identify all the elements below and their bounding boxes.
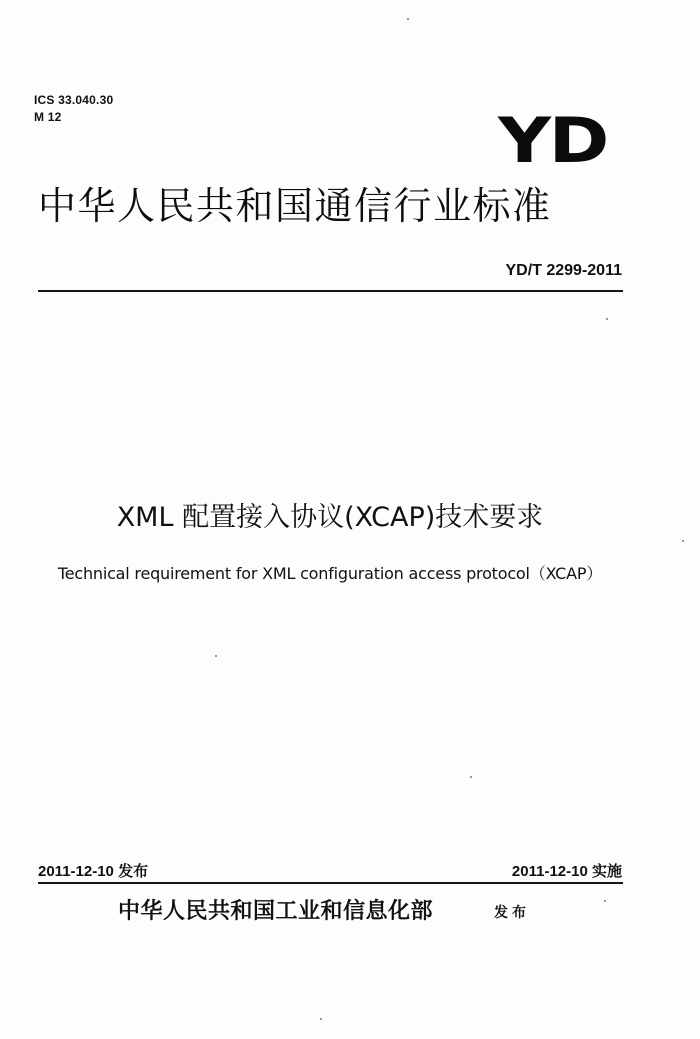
yd-logo: YD [498,104,608,177]
standard-number: YD/T 2299-2011 [505,262,622,279]
category-code: M 12 [34,110,62,124]
scan-speck [682,540,684,542]
document-title-chinese: XML 配置接入协议(XCAP)技术要求 [116,502,544,533]
ics-code: ICS 33.040.30 [34,93,114,107]
scan-speck [606,318,608,320]
scan-speck [215,655,217,657]
scan-speck [604,900,606,902]
issue-date: 2011-12-10 发布 [38,863,149,880]
classification-codes [34,92,113,126]
publisher-name: 中华人民共和国工业和信息化部 [118,898,434,924]
industry-standard-title: 中华人民共和国通信行业标准 [38,184,552,228]
scan-speck [470,776,472,778]
implementation-date: 2011-12-10 实施 [511,863,622,880]
scan-speck [407,18,409,20]
footer-divider [38,882,623,884]
scan-speck [320,1018,322,1020]
document-title-english: Technical requirement for XML configuration access protocol（XCAP） [57,564,603,583]
publish-label: 发布 [494,905,530,921]
header-divider [38,290,623,292]
